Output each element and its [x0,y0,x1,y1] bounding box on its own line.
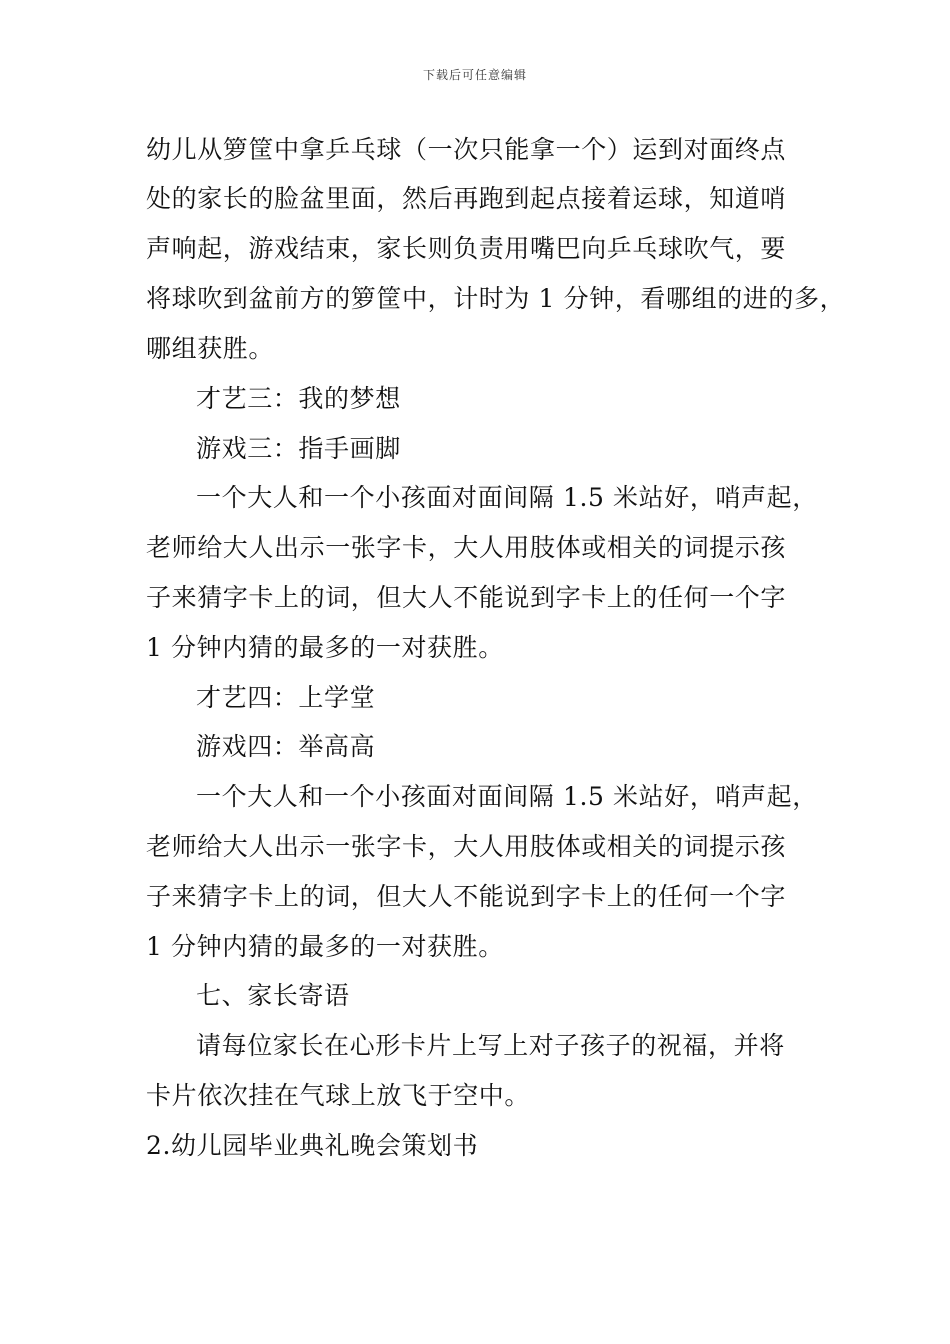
paragraph-line: 一个大人和一个小孩面对面间隔 1.5 米站好，哨声起， [196,483,818,512]
section-heading-game-4: 游戏四：举高高 [196,732,376,761]
paragraph-line: 请每位家长在心形卡片上写上对子孩子的祝福，并将 [196,1031,785,1060]
paragraph-line: 处的家长的脸盆里面，然后再跑到起点接着运球，知道哨 [146,184,787,213]
paragraph-line: 老师给大人出示一张字卡，大人用肢体或相关的词提示孩 [146,832,787,861]
paragraph-line: 子来猜字卡上的词，但大人不能说到字卡上的任何一个字 [146,882,787,911]
section-heading-parent-message: 七、家长寄语 [196,981,350,1010]
section-heading-game-3: 游戏三：指手画脚 [196,434,401,463]
paragraph-line: 一个大人和一个小孩面对面间隔 1.5 米站好，哨声起， [196,782,818,811]
section-heading-talent-4: 才艺四：上学堂 [196,683,376,712]
section-heading-talent-3: 才艺三：我的梦想 [196,384,401,413]
paragraph-line: 卡片依次挂在气球上放飞于空中。 [146,1081,531,1110]
paragraph-line: 声响起，游戏结束，家长则负责用嘴巴向乒乓球吹气，要 [146,234,787,263]
paragraph-line: 幼儿从箩筐中拿乒乓球（一次只能拿一个）运到对面终点 [146,135,787,164]
paragraph-line: 哪组获胜。 [146,334,275,363]
paragraph-line: 1 分钟内猜的最多的一对获胜。 [146,633,504,662]
page-header: 下载后可任意编辑 [422,68,527,82]
document-subtitle: 2.幼儿园毕业典礼晚会策划书 [146,1131,479,1160]
paragraph-line: 将球吹到盆前方的箩筐中，计时为 1 分钟，看哪组的进的多， [146,284,846,313]
paragraph-line: 子来猜字卡上的词，但大人不能说到字卡上的任何一个字 [146,583,787,612]
paragraph-line: 1 分钟内猜的最多的一对获胜。 [146,932,504,961]
paragraph-line: 老师给大人出示一张字卡，大人用肢体或相关的词提示孩 [146,533,787,562]
